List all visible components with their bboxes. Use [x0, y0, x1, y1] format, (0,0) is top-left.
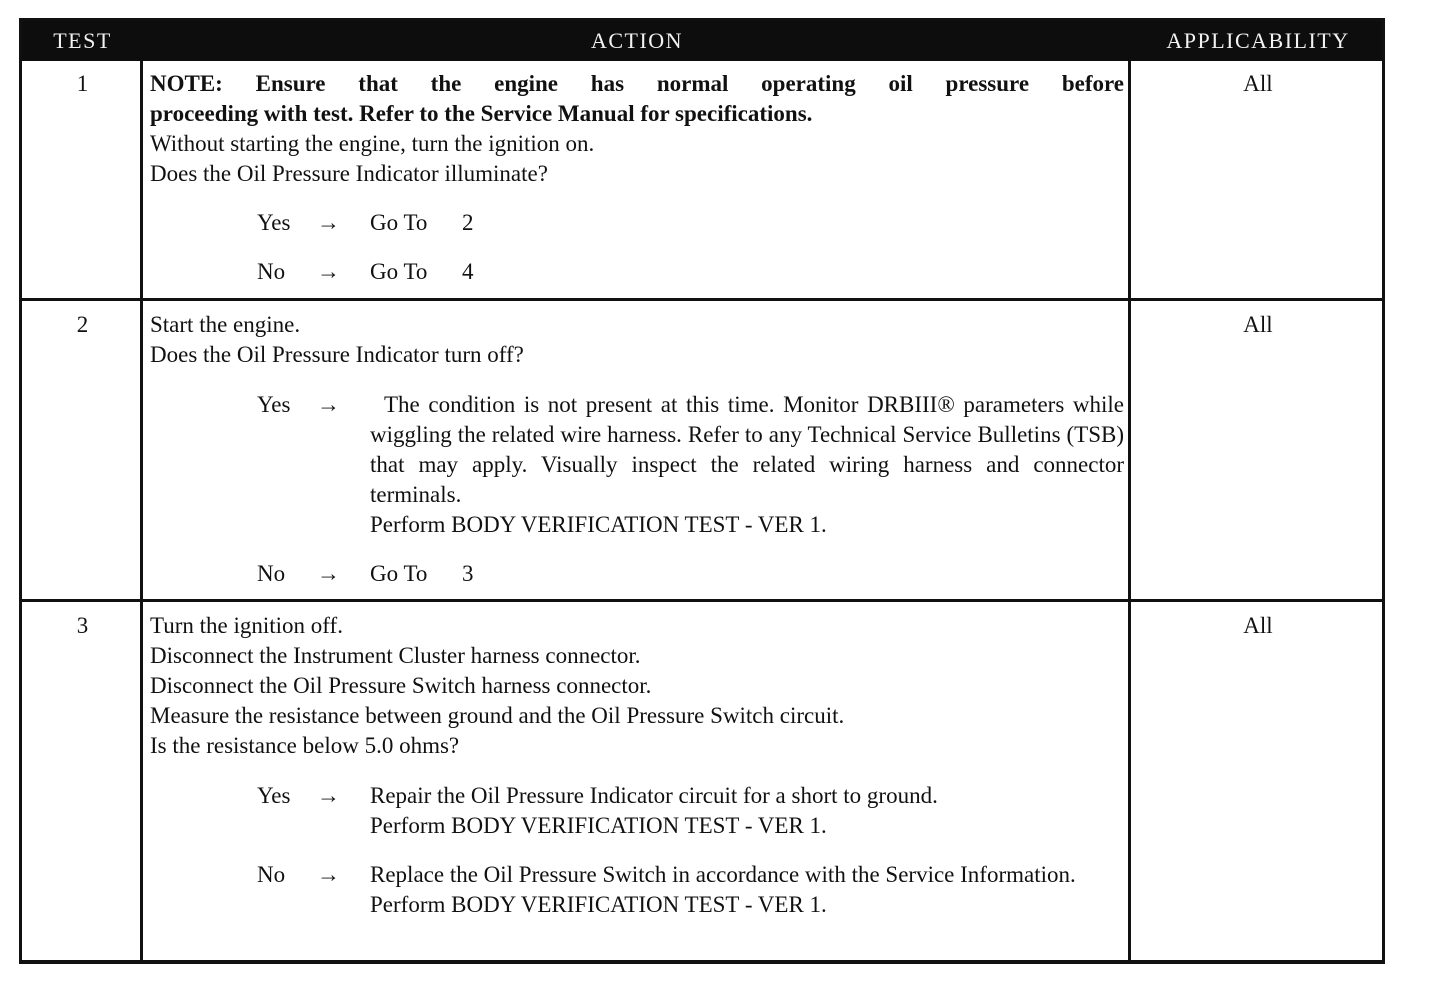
no-description	[370, 860, 1124, 920]
instruction-line: Disconnect the Instrument Cluster harness connector.	[150, 643, 641, 668]
test-number: 3	[76, 613, 89, 638]
verification-text: Perform BODY VERIFICATION TEST - VER 1.	[370, 892, 827, 917]
note-text: proceeding with test. Refer to the Service Manual for specifications.	[150, 101, 813, 126]
header-action: ACTION	[590, 28, 684, 53]
goto-label: Go To	[370, 561, 428, 586]
no-result	[257, 257, 474, 287]
header-test: TEST	[53, 28, 112, 53]
question-line: Does the Oil Pressure Indicator turn off?	[150, 342, 524, 367]
applicability-value: All	[1243, 71, 1273, 96]
no-result	[257, 559, 474, 589]
test-action	[150, 611, 1124, 761]
question-line: Does the Oil Pressure Indicator illuminate?	[150, 161, 548, 186]
test-action	[150, 310, 1124, 370]
goto-label: Go To	[370, 210, 428, 235]
goto-target: 2	[462, 210, 474, 235]
arrow-icon: →	[317, 862, 340, 887]
arrow-icon: →	[317, 259, 340, 284]
column-divider	[140, 61, 143, 960]
arrow-icon: →	[317, 392, 340, 417]
no-label: No	[257, 259, 286, 284]
instruction-line: Disconnect the Oil Pressure Switch harness connector.	[150, 673, 652, 698]
diagnostic-table	[19, 18, 1385, 964]
instruction-line: Measure the resistance between ground and the Oil Pressure Switch circuit.	[150, 703, 845, 728]
header-applicability: APPLICABILITY	[1166, 28, 1350, 53]
verification-text: Perform BODY VERIFICATION TEST - VER 1.	[370, 813, 827, 838]
verification-text: Perform BODY VERIFICATION TEST - VER 1.	[370, 512, 827, 537]
yes-result	[257, 208, 474, 238]
note-text: NOTE: Ensure that the engine has normal operating oil pressure before	[150, 71, 1124, 96]
column-divider	[1128, 61, 1131, 960]
arrow-icon: →	[317, 210, 340, 235]
arrow-icon: →	[317, 561, 340, 586]
yes-description	[370, 390, 1124, 540]
yes-label: Yes	[257, 783, 291, 808]
applicability-value: All	[1243, 312, 1273, 337]
yes-description	[370, 781, 1124, 841]
test-number: 1	[76, 71, 89, 96]
result-text: Replace the Oil Pressure Switch in accordance with the Service Information.	[370, 862, 1076, 887]
goto-target: 4	[462, 259, 474, 284]
test-action	[150, 69, 1124, 189]
yes-result	[257, 390, 370, 420]
instruction-line: Turn the ignition off.	[150, 613, 343, 638]
test-number: 2	[76, 312, 89, 337]
applicability-value: All	[1243, 613, 1273, 638]
goto-label: Go To	[370, 259, 428, 284]
row-divider	[22, 599, 1382, 602]
no-label: No	[257, 561, 286, 586]
instruction-line: Start the engine.	[150, 312, 301, 337]
yes-result	[257, 781, 370, 811]
row-divider	[22, 298, 1382, 301]
result-text: The condition is not present at this time. Monitor DRBIII® parameters while wiggling the related wire harness. Refer to any Technical Service Bulletins (TSB) that may apply. Visually inspect the related wiring harness and connector terminals.	[370, 392, 1124, 507]
instruction-line: Without starting the engine, turn the ignition on.	[150, 131, 595, 156]
yes-label: Yes	[257, 392, 291, 417]
no-label: No	[257, 862, 286, 887]
question-line: Is the resistance below 5.0 ohms?	[150, 733, 460, 758]
arrow-icon: →	[317, 783, 340, 808]
no-result	[257, 860, 370, 890]
yes-label: Yes	[257, 210, 291, 235]
table-header	[22, 21, 1382, 61]
goto-target: 3	[462, 561, 474, 586]
result-text: Repair the Oil Pressure Indicator circuit for a short to ground.	[370, 783, 938, 808]
